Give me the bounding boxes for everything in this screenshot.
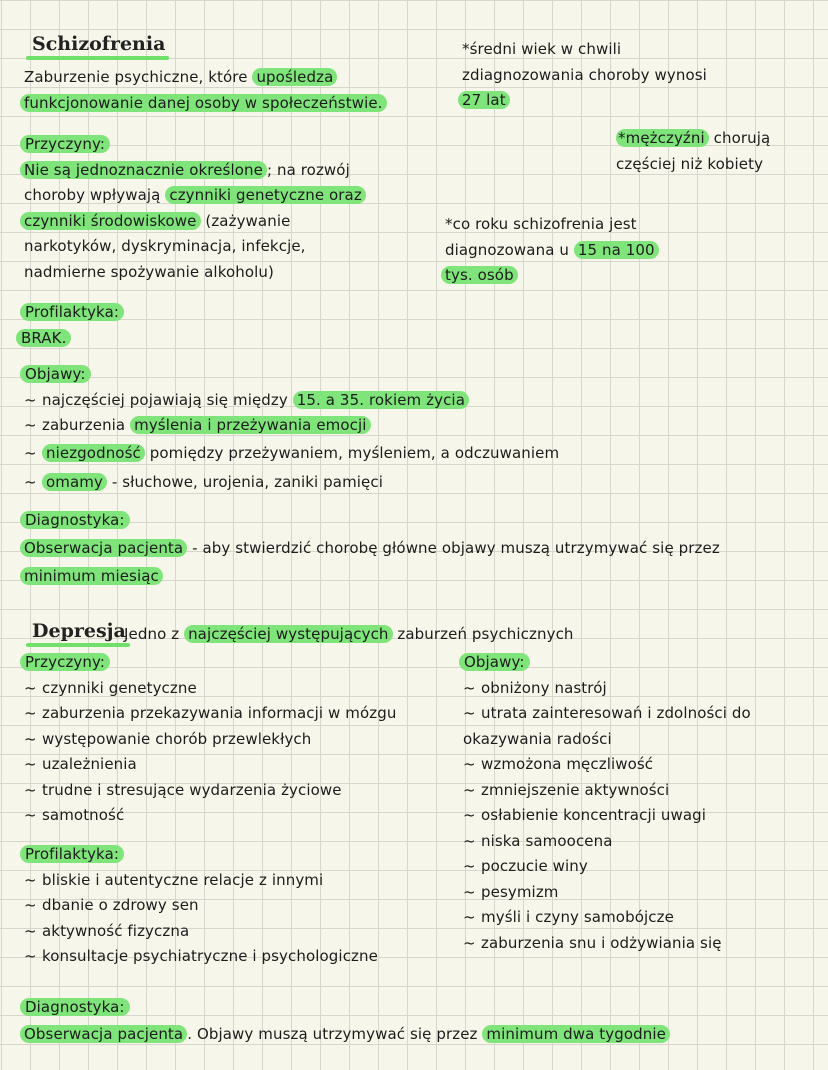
list-item (24, 676, 396, 702)
item-text: pomiędzy przeżywaniem, myśleniem, a odczuwaniem (144, 443, 560, 462)
symptoms-heading: Objawy: (459, 653, 530, 671)
list-item (463, 880, 751, 906)
item-text: czynniki genetyczne (42, 678, 197, 697)
schizofrenia-prevention (21, 300, 124, 351)
tilde-bullet-icon: ~ (24, 729, 37, 748)
item-text: pesymizm (481, 882, 559, 901)
item-text: obniżony nastrój (481, 678, 607, 697)
list-item (24, 752, 396, 778)
item-text: występowanie chorób przewlekłych (42, 729, 312, 748)
symptoms-heading: Objawy: (20, 365, 91, 383)
definition-line-2 (20, 91, 387, 117)
note-highlight: 27 lat (458, 91, 510, 109)
prevention-heading: Profilaktyka: (20, 845, 124, 863)
item-text: wzmożona męczliwość (481, 755, 654, 773)
item-text: myśli i czyny samobójcze (481, 908, 674, 926)
item-text: samotność (42, 806, 125, 824)
tilde-bullet-icon: ~ (24, 443, 37, 462)
causes-highlight: czynniki genetyczne oraz (165, 186, 365, 204)
tilde-bullet-icon: ~ (24, 416, 37, 434)
diagnostics-heading-line (20, 994, 670, 1021)
note-line (441, 263, 659, 289)
causes-text: choroby wpływają (24, 186, 166, 204)
item-highlight: 15. a 35. rokiem życia (293, 391, 469, 409)
item-text: utrata zainteresowań i zdolności do (481, 704, 751, 722)
causes-heading: Przyczyny: (20, 653, 110, 671)
diagnostics-text: . Objawy muszą utrzymywać się przez (187, 1025, 483, 1043)
note-line: częściej niż kobiety (616, 154, 764, 173)
subtitle-text: Jedno z (124, 625, 185, 643)
tilde-bullet-icon: ~ (24, 755, 37, 773)
causes-line: nadmierne spożywanie alkoholu) (24, 262, 274, 281)
note-line (616, 126, 770, 152)
tilde-bullet-icon: ~ (24, 390, 37, 409)
list-item (24, 919, 378, 945)
note-line (458, 88, 707, 114)
subtitle-highlight: najczęściej występujących (184, 625, 392, 643)
list-item-continuation: okazywania radości (463, 729, 612, 748)
schizofrenia-symptoms (24, 362, 559, 496)
note-average-age (462, 37, 707, 114)
asterisk: * (618, 129, 626, 147)
diagnostics-line (20, 1021, 670, 1048)
list-item (24, 803, 396, 829)
note-text: chorują (708, 129, 771, 147)
list-item (463, 752, 751, 778)
definition-text: Zaburzenie psychiczne, które (24, 68, 253, 86)
item-text: trudne i stresujące wydarzenia życiowe (42, 780, 342, 799)
item-text: bliskie i autentyczne relacje z innymi (42, 870, 324, 889)
tilde-bullet-icon: ~ (463, 882, 476, 901)
causes-heading-line (20, 132, 366, 158)
diagnostics-highlight: minimum miesiąc (20, 567, 163, 585)
tilde-bullet-icon: ~ (24, 704, 37, 722)
item-highlight: niezgodność (42, 444, 145, 462)
tilde-bullet-icon: ~ (463, 704, 476, 722)
causes-heading: Przyczyny: (20, 135, 110, 153)
note-highlight: 15 na 100 (574, 241, 659, 259)
diagnostics-heading-line (20, 506, 720, 534)
item-text: aktywność fizyczna (42, 921, 190, 940)
list-item (463, 701, 751, 727)
section-title-depresja (26, 620, 130, 645)
list-item (24, 944, 378, 970)
schizofrenia-causes (24, 132, 366, 285)
tilde-bullet-icon: ~ (24, 806, 37, 824)
item-text: dbanie o zdrowy sen (42, 896, 199, 914)
diagnostics-heading: Diagnostyka: (20, 511, 130, 529)
item-text: najczęściej pojawiają się między (42, 390, 293, 409)
prevention-value: BRAK. (16, 329, 71, 347)
depresja-causes (24, 650, 396, 829)
note-incidence (445, 212, 659, 289)
note-line: *co roku schizofrenia jest (445, 215, 637, 233)
list-item (24, 727, 396, 753)
note-line (445, 238, 659, 264)
item-text: uzależnienia (42, 755, 137, 773)
item-highlight: myślenia i przeżywania emocji (130, 416, 370, 434)
item-text: osłabienie koncentracji uwagi (481, 806, 706, 824)
list-item (24, 778, 396, 804)
tilde-bullet-icon: ~ (463, 857, 476, 875)
tilde-bullet-icon: ~ (463, 831, 476, 850)
diagnostics-highlight: Obserwacja pacjenta (20, 539, 187, 557)
tilde-bullet-icon: ~ (24, 473, 37, 491)
causes-line (20, 158, 366, 184)
definition-highlight: funkcjonowanie danej osoby w społeczeństwie. (20, 94, 387, 112)
tilde-bullet-icon: ~ (24, 780, 37, 799)
causes-line: narkotyków, dyskryminacja, infekcje, (24, 237, 306, 255)
causes-line (24, 183, 366, 209)
tilde-bullet-icon: ~ (24, 896, 37, 914)
list-item (463, 803, 751, 829)
note-text: diagnozowana u (445, 240, 574, 259)
list-item (463, 676, 751, 702)
tilde-bullet-icon: ~ (24, 947, 37, 965)
tilde-bullet-icon: ~ (463, 780, 476, 799)
schizofrenia-diagnostics (24, 506, 720, 590)
tilde-bullet-icon: ~ (463, 908, 476, 926)
note-men (616, 126, 770, 177)
list-item (24, 893, 378, 919)
item-text: zaburzenia (42, 416, 131, 434)
list-item (24, 413, 559, 439)
item-text: - słuchowe, urojenia, zaniki pamięci (106, 473, 383, 491)
causes-text: ; na rozwój (266, 160, 350, 179)
section-title-schizofrenia (26, 33, 169, 58)
item-text: zmniejszenie aktywności (481, 780, 670, 799)
prevention-heading-line (20, 842, 378, 868)
note-highlight (616, 129, 709, 147)
list-item (24, 470, 559, 496)
causes-highlight: Nie są jednoznacznie określone (20, 161, 267, 179)
tilde-bullet-icon: ~ (24, 678, 37, 697)
depresja-subtitle (124, 622, 574, 648)
item-highlight: omamy (42, 473, 107, 491)
definition-line-1 (24, 65, 387, 91)
list-item (24, 388, 559, 414)
title-text: Schizofrenia (32, 33, 166, 55)
depresja-symptoms (463, 650, 751, 956)
depresja-prevention (24, 842, 378, 970)
subtitle-text: zaburzeń psychicznych (392, 625, 574, 643)
causes-highlight: czynniki środowiskowe (20, 212, 201, 230)
list-item (463, 829, 751, 855)
prevention-heading-line (20, 300, 124, 326)
diagnostics-line (20, 534, 720, 562)
diagnostics-highlight: minimum dwa tygodnie (482, 1025, 670, 1043)
note-highlight-text: mężczyźni (625, 129, 705, 147)
causes-heading-line (20, 650, 396, 676)
causes-text: (zażywanie (200, 211, 291, 230)
diagnostics-text: - aby stwierdzić chorobę główne objawy muszą utrzymywać się przez (187, 539, 720, 557)
note-line: zdiagnozowania choroby wynosi (462, 65, 707, 84)
list-item (463, 778, 751, 804)
item-text: zaburzenia snu i odżywiania się (481, 933, 722, 952)
item-text: konsultacje psychiatryczne i psychologiczne (42, 947, 378, 965)
tilde-bullet-icon: ~ (463, 933, 476, 952)
list-item (24, 701, 396, 727)
title-text: Depresja (32, 620, 126, 642)
note-highlight: tys. osób (441, 266, 518, 284)
list-item (463, 931, 751, 957)
schizofrenia-definition (24, 65, 387, 116)
depresja-diagnostics (24, 994, 670, 1048)
symptoms-heading-line (459, 650, 751, 676)
diagnostics-line (20, 562, 720, 590)
definition-highlight: upośledza (252, 68, 337, 86)
list-item (463, 905, 751, 931)
list-item (24, 868, 378, 894)
prevention-heading: Profilaktyka: (20, 303, 124, 321)
item-text: niska samoocena (481, 831, 613, 850)
tilde-bullet-icon: ~ (463, 755, 476, 773)
item-text: poczucie winy (481, 857, 588, 875)
tilde-bullet-icon: ~ (24, 870, 37, 889)
causes-line (20, 209, 366, 235)
diagnostics-heading: Diagnostyka: (20, 998, 130, 1016)
note-line: *średni wiek w chwili (462, 40, 622, 58)
tilde-bullet-icon: ~ (463, 806, 476, 824)
tilde-bullet-icon: ~ (24, 921, 37, 940)
symptoms-heading-line (20, 362, 559, 388)
prevention-value-line (16, 326, 124, 352)
list-item (463, 854, 751, 880)
item-text: zaburzenia przekazywania informacji w mózgu (42, 704, 397, 722)
diagnostics-highlight: Obserwacja pacjenta (20, 1025, 187, 1043)
list-item (24, 441, 559, 467)
tilde-bullet-icon: ~ (463, 678, 476, 697)
